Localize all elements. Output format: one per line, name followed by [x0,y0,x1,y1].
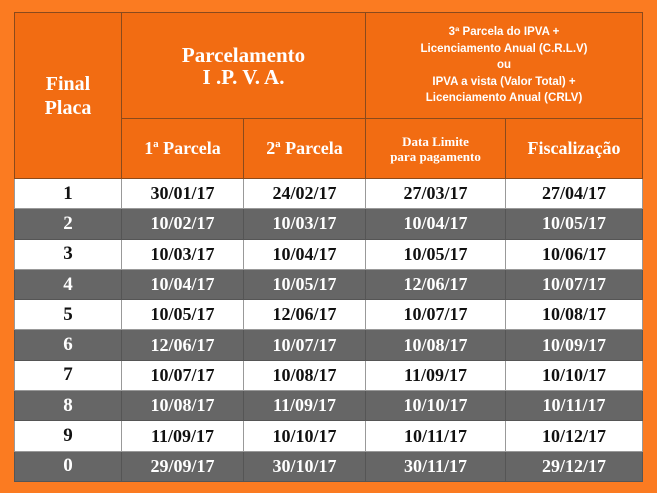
cell-final-digit: 1 [15,179,122,209]
cell-parcela-1: 10/03/17 [122,239,244,269]
table-row [15,239,643,269]
table-row [15,391,643,421]
cell-final-digit: 9 [15,421,122,451]
header-text: IPVA a vista (Valor Total) + [432,75,576,88]
header-data-limite [366,119,506,179]
cell-parcela-2: 11/09/17 [244,391,366,421]
cell-fiscalizacao: 10/11/17 [506,391,643,421]
header-parcela-1: 1ª Parcela [122,119,244,179]
cell-final-digit: 0 [15,451,122,481]
header-text: Data Limite [402,133,469,149]
cell-final-digit: 2 [15,209,122,239]
cell-data-limite: 10/07/17 [366,300,506,330]
cell-data-limite: 12/06/17 [366,269,506,299]
cell-final-digit: 7 [15,360,122,390]
cell-data-limite: 30/11/17 [366,451,506,481]
cell-parcela-2: 10/05/17 [244,269,366,299]
cell-parcela-1: 10/05/17 [122,300,244,330]
cell-parcela-2: 10/10/17 [244,421,366,451]
cell-fiscalizacao: 29/12/17 [506,451,643,481]
header-third-parcela [366,13,643,119]
cell-parcela-2: 10/04/17 [244,239,366,269]
cell-final-digit: 5 [15,300,122,330]
table-row [15,330,643,360]
header-text: ou [496,59,512,72]
header-final-placa [15,13,122,179]
ipva-schedule-table [14,12,643,482]
cell-fiscalizacao: 10/07/17 [506,269,643,299]
cell-parcela-2: 30/10/17 [244,451,366,481]
cell-final-digit: 8 [15,391,122,421]
cell-parcela-1: 12/06/17 [122,330,244,360]
header-text: Parcelamento [181,42,306,67]
cell-data-limite: 10/11/17 [366,421,506,451]
header-parcela-2: 2ª Parcela [244,119,366,179]
cell-parcela-1: 10/07/17 [122,360,244,390]
cell-data-limite: 27/03/17 [366,179,506,209]
cell-data-limite: 10/04/17 [366,209,506,239]
cell-data-limite: 10/10/17 [366,391,506,421]
header-text: Licenciamento Anual (C.R.L.V) [420,42,588,55]
cell-fiscalizacao: 10/06/17 [506,239,643,269]
table-row [15,300,643,330]
cell-parcela-2: 10/03/17 [244,209,366,239]
header-text: para pagamento [390,148,481,164]
cell-fiscalizacao: 10/05/17 [506,209,643,239]
cell-final-digit: 6 [15,330,122,360]
header-text: Placa [44,96,92,119]
cell-parcela-1: 10/02/17 [122,209,244,239]
cell-parcela-2: 10/07/17 [244,330,366,360]
header-parcelamento [122,13,366,119]
header-fiscalizacao: Fiscalização [506,119,643,179]
cell-parcela-1: 29/09/17 [122,451,244,481]
cell-parcela-2: 12/06/17 [244,300,366,330]
cell-parcela-1: 30/01/17 [122,179,244,209]
table-row [15,269,643,299]
cell-final-digit: 4 [15,269,122,299]
header-text: I .P. V. A. [202,64,285,89]
cell-data-limite: 10/08/17 [366,330,506,360]
cell-parcela-1: 10/08/17 [122,391,244,421]
cell-parcela-2: 24/02/17 [244,179,366,209]
cell-fiscalizacao: 10/10/17 [506,360,643,390]
table-row [15,179,643,209]
table-row [15,360,643,390]
table-row [15,209,643,239]
table-row [15,421,643,451]
header-text: 3ª Parcela do IPVA + [448,26,560,39]
cell-parcela-1: 10/04/17 [122,269,244,299]
cell-fiscalizacao: 10/08/17 [506,300,643,330]
cell-parcela-2: 10/08/17 [244,360,366,390]
cell-parcela-1: 11/09/17 [122,421,244,451]
cell-data-limite: 11/09/17 [366,360,506,390]
cell-data-limite: 10/05/17 [366,239,506,269]
cell-fiscalizacao: 10/12/17 [506,421,643,451]
header-text: Licenciamento Anual (CRLV) [425,92,583,105]
cell-fiscalizacao: 10/09/17 [506,330,643,360]
header-text: Final [45,72,91,95]
cell-fiscalizacao: 27/04/17 [506,179,643,209]
cell-final-digit: 3 [15,239,122,269]
table-row [15,451,643,481]
